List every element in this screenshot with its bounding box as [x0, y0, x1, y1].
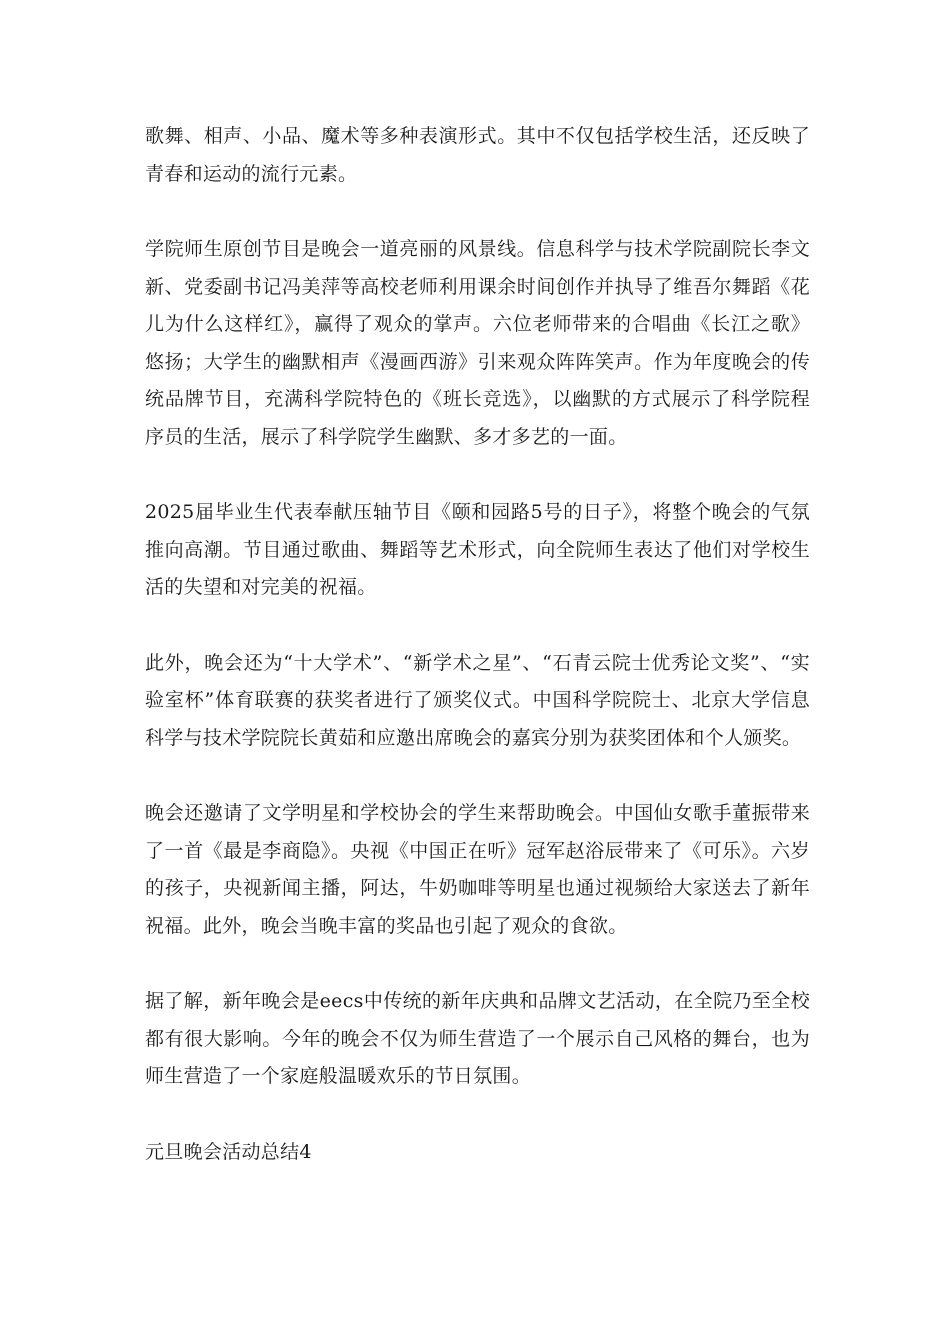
paragraph-6: 据了解，新年晚会是eecs中传统的新年庆典和品牌文艺活动，在全院乃至全校都有很大影响。今年的晚会不仅为师生营造了一个展示自己风格的舞台，也为师生营造了一个家庭般温暖欢乐的节日氛围。	[145, 990, 810, 1087]
paragraph-3: 2025届毕业生代表奉献压轴节目《颐和园路5号的日子》，将整个晚会的气氛推向高潮。节目通过歌曲、舞蹈等艺术形式，向全院师生表达了他们对学校生活的失望和对完美的祝福。	[145, 501, 810, 598]
paragraph-2: 学院师生原创节目是晚会一道亮丽的风景线。信息科学与技术学院副院长李文新、党委副书记冯美萍等高校老师利用课余时间创作并执导了维吾尔舞蹈《花儿为什么这样红》，赢得了观众的掌声。六位老师带来的合唱曲《长江之歌》悠扬；大学生的幽默相声《漫画西游》引来观众阵阵笑声。作为年度晚会的传统品牌节目，充满科学院特色的《班长竞选》，以幽默的方式展示了科学院程序员的生活，展示了科学院学生幽默、多才多艺的一面。	[145, 238, 810, 448]
paragraph-5: 晚会还邀请了文学明星和学校协会的学生来帮助晚会。中国仙女歌手董振带来了一首《最是李商隐》。央视《中国正在听》冠军赵浴辰带来了《可乐》。六岁的孩子，央视新闻主播，阿达，牛奶咖啡等明星也通过视频给大家送去了新年祝福。此外，晚会当晚丰富的奖品也引起了观众的食欲。	[145, 802, 810, 937]
paragraph-1: 歌舞、相声、小品、魔术等多种表演形式。其中不仅包括学校生活，还反映了青春和运动的流行元素。	[145, 125, 810, 185]
paragraph-4: 此外，晚会还为“十大学术”、“新学术之星”、“石青云院士优秀论文奖”、“实验室杯”体育联赛的获奖者进行了颁奖仪式。中国科学院院士、北京大学信息科学与技术学院院长黄茹和应邀出席晚会的嘉宾分别为获奖团体和个人颁奖。	[145, 651, 810, 749]
document-body	[145, 118, 810, 1171]
section-heading: 元旦晚会活动总结4	[145, 1140, 312, 1163]
